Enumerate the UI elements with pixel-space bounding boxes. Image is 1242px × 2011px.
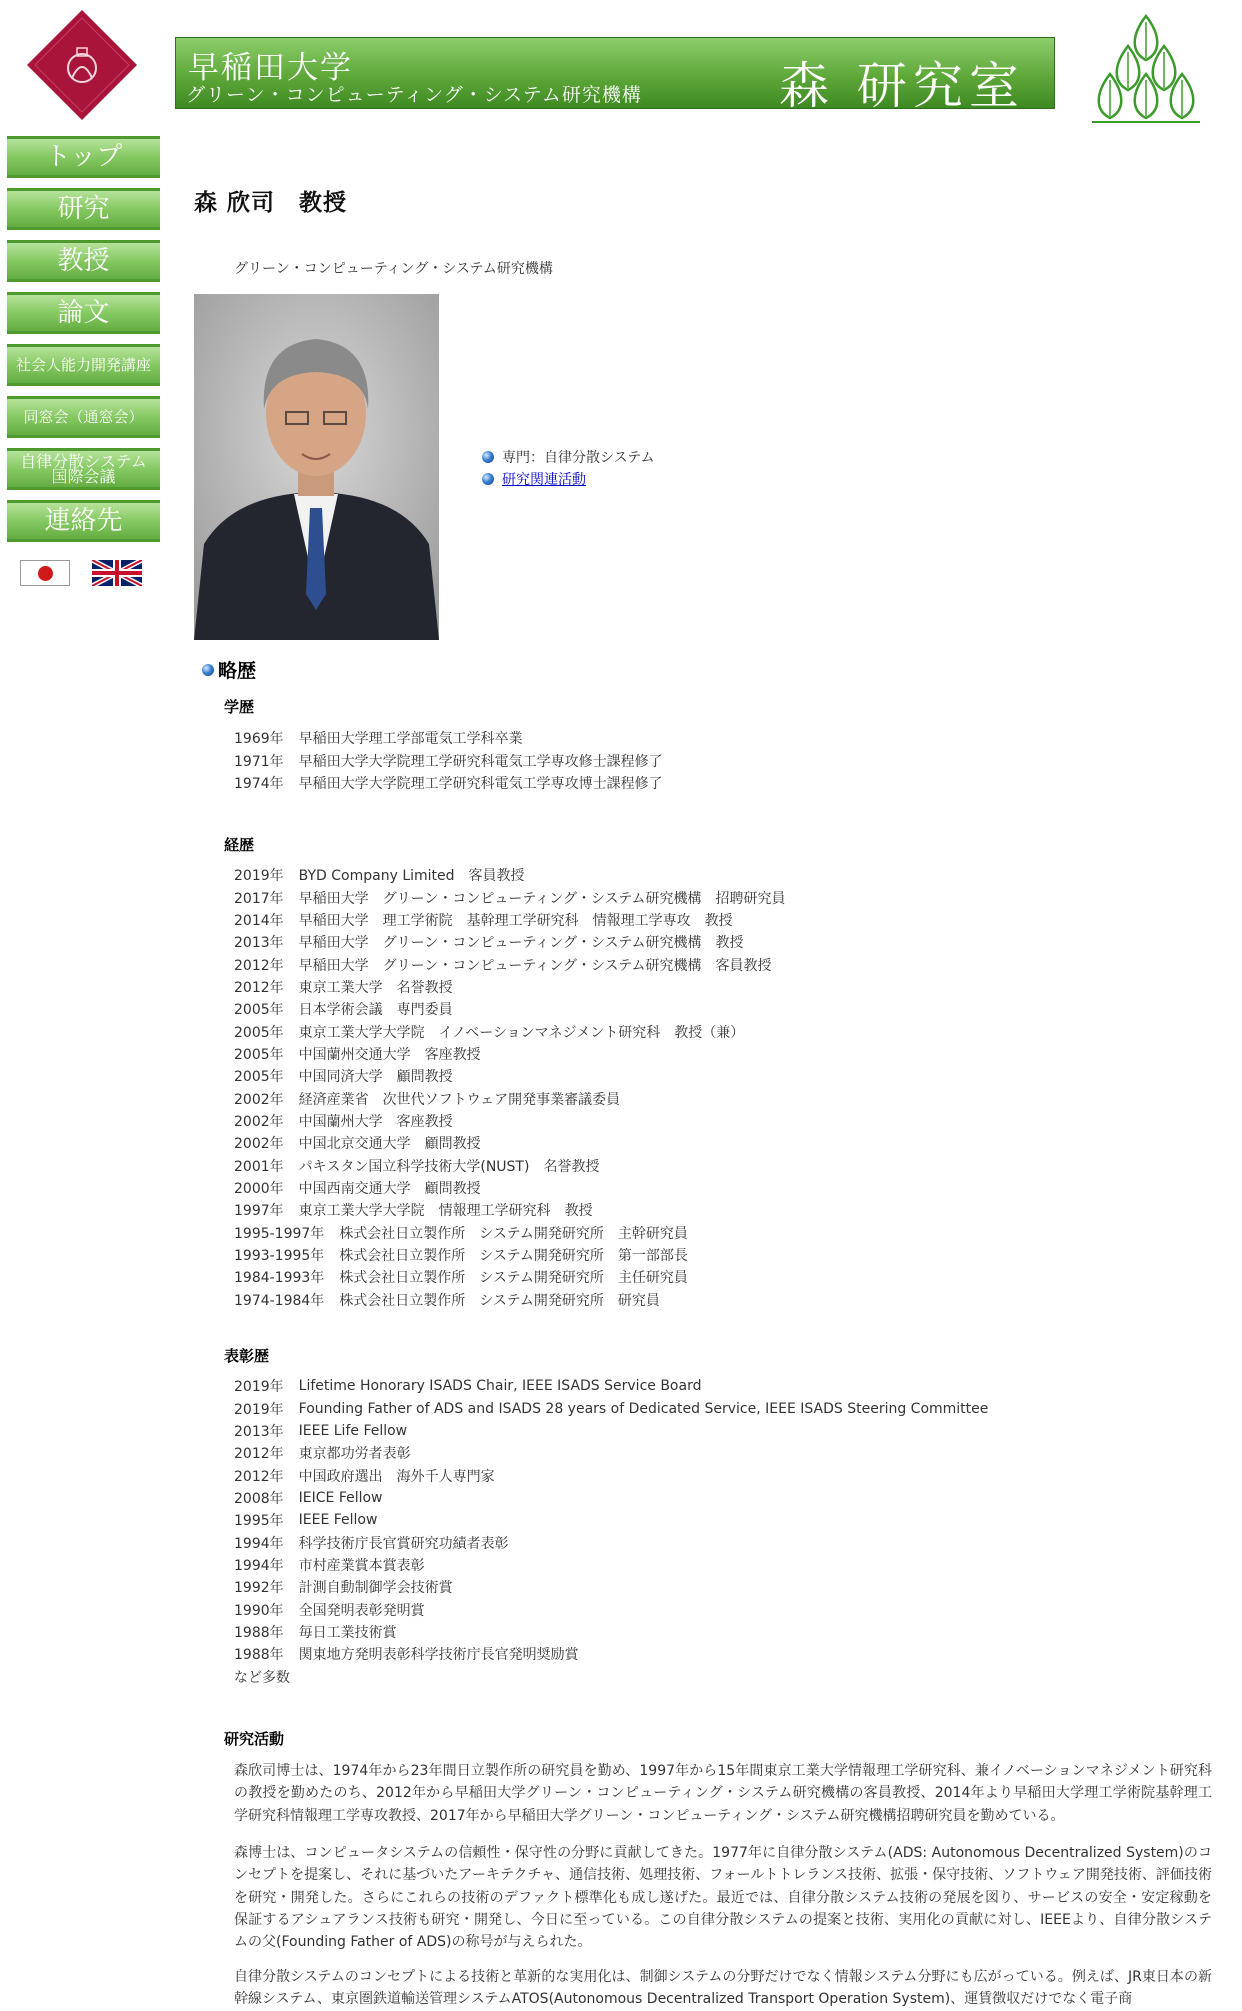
list-item (234, 976, 786, 998)
header-banner[interactable] (175, 37, 1055, 115)
tree-logo-icon[interactable] (1088, 12, 1204, 126)
list-item-text: IEEE Fellow (298, 1512, 378, 1529)
list-item-year: 2005年 (234, 1002, 284, 1019)
list-item-text: 中国北京交通大学 顧問教授 (298, 1136, 481, 1153)
list-item-year: 2001年 (234, 1158, 284, 1175)
list-item-year: 1971年 (234, 753, 284, 770)
list-item-year: 1984-1993年 (234, 1270, 325, 1287)
nav-papers-button[interactable]: 論文 (7, 292, 160, 334)
list-item-text: 東京工業大学大学院 情報理工学研究科 教授 (298, 1203, 593, 1220)
list-item-text: 株式会社日立製作所 システム開発研究所 主幹研究員 (339, 1225, 688, 1242)
nav-alumni-button[interactable]: 同窓会（通窓会） (7, 396, 160, 438)
research-paragraph-3: 自律分散システムのコンセプトによる技術と革新的な実用化は、制御システムの分野だけでなく情報システム分野にも広がっている。例えば、JR東日本の新幹線システム、東京圏鉄道輸送管理システムATOS(Autonomous Decentralized Transport Operation System)、運賃徴収だけでなく電子商 (234, 1969, 1212, 2008)
list-item-year: 1995年 (234, 1513, 284, 1530)
list-item (234, 1043, 786, 1065)
list-item-text: 科学技術庁長官賞研究功績者表彰 (298, 1535, 509, 1552)
specialty-text: 専門：自律分散システム (502, 450, 655, 466)
list-item (234, 998, 786, 1020)
list-item-year: 1990年 (234, 1602, 284, 1619)
list-item-year: 1988年 (234, 1647, 284, 1664)
list-item-year: 2000年 (234, 1180, 284, 1197)
list-item (234, 1420, 988, 1442)
list-item (234, 1177, 786, 1199)
research-heading: 研究活動 (224, 1730, 285, 1748)
uk-flag-icon[interactable] (92, 560, 142, 586)
list-item-text: Lifetime Honorary ISADS Chair, IEEE ISADS Service Board (298, 1378, 702, 1395)
list-item-text: 中国同済大学 顧問教授 (298, 1069, 453, 1086)
japanese-flag-icon[interactable] (20, 560, 70, 586)
list-item (234, 1199, 786, 1221)
list-item-text: 株式会社日立製作所 システム開発研究所 第一部部長 (339, 1248, 688, 1265)
university-name: 早稲田大学 (188, 50, 353, 86)
career-heading: 経歴 (224, 836, 255, 854)
nav-research-button[interactable]: 研究 (7, 188, 160, 230)
list-item-year: 1992年 (234, 1580, 284, 1597)
list-item-year: 2012年 (234, 957, 284, 974)
list-item (234, 1154, 786, 1176)
list-item-text: 日本学術会議 専門委員 (298, 1002, 453, 1019)
list-item (234, 772, 663, 794)
list-item (234, 1621, 988, 1643)
list-item-year: 2002年 (234, 1091, 284, 1108)
list-item-year: 2012年 (234, 979, 284, 996)
list-item (234, 1531, 988, 1553)
list-item (234, 1110, 786, 1132)
nav-professional-course-button[interactable]: 社会人能力開発講座 (7, 344, 160, 386)
list-item-text: BYD Company Limited 客員教授 (298, 868, 525, 885)
list-item (234, 1375, 988, 1397)
list-item (234, 1487, 988, 1509)
professor-portrait (194, 294, 439, 640)
education-list (234, 727, 663, 794)
list-item (234, 1643, 988, 1665)
list-item-text: 中国政府選出 海外千人専門家 (298, 1468, 495, 1485)
list-item-text: 早稲田大学理工学部電気工学科卒業 (298, 731, 523, 748)
list-item-year: 1969年 (234, 731, 284, 748)
list-item-year: 1994年 (234, 1535, 284, 1552)
list-item-year: 2019年 (234, 1401, 284, 1418)
biography-heading-text: 略歴 (218, 660, 257, 682)
list-item (234, 1442, 988, 1464)
list-item (234, 1509, 988, 1531)
list-item-year: 1974-1984年 (234, 1292, 325, 1309)
list-item (234, 749, 663, 771)
list-item-text: 東京工業大学 名誉教授 (298, 979, 453, 996)
language-switcher (20, 560, 145, 586)
sidebar-nav (7, 136, 160, 552)
list-item-year: 2019年 (234, 1379, 284, 1396)
awards-list (234, 1375, 988, 1688)
organization-name: グリーン・コンピューティング・システム研究機構 (186, 84, 642, 106)
profile-links (482, 446, 655, 490)
biography-heading (202, 656, 256, 683)
list-item-year: 1993-1995年 (234, 1248, 325, 1265)
nav-isads-label-line1: 自律分散システム (20, 452, 147, 471)
list-item (234, 1266, 786, 1288)
globe-bullet-icon (482, 473, 494, 485)
list-item (234, 1554, 988, 1576)
list-item-year: 2005年 (234, 1069, 284, 1086)
list-item-text: 東京工業大学大学院 イノベーションマネジメント研究科 教授（兼） (298, 1024, 745, 1041)
list-more-text: など多数 (234, 1669, 290, 1686)
list-item-text: 株式会社日立製作所 システム開発研究所 研究員 (339, 1292, 660, 1309)
list-item-year: 1974年 (234, 775, 284, 792)
list-item (234, 1289, 786, 1311)
research-link-row (482, 468, 655, 490)
list-item-text: 早稲田大学 グリーン・コンピューティング・システム研究機構 教授 (298, 935, 744, 952)
list-item (234, 1244, 786, 1266)
research-paragraph-1: 森欣司博士は、1974年から23年間日立製作所の研究員を勤め、1997年から15年間東京工業大学情報理工学研究科、兼イノベーションマネジメント研究科の教授を勤めたのち、2012年から早稲田大学グリーン・コンピューティング・システム研究機構の客員教授、2014年より早稲田大学理工学術院基幹理工学研究科情報理工学専攻教授、2017年から早稲田大学グリーン・コンピューティング・システム研究機構招聘研究員を勤めている。 (234, 1763, 1212, 1824)
list-item-year: 2014年 (234, 912, 284, 929)
list-item (234, 1397, 988, 1419)
list-item-year: 2012年 (234, 1446, 284, 1463)
list-item-text: 関東地方発明表彰科学技術庁長官発明奨励賞 (298, 1647, 579, 1664)
research-paragraph-2: 森博士は、コンピュータシステムの信頼性・保守性の分野に貢献してきた。1977年に自律分散システム(ADS: Autonomous Decentralized System)のコンセプトを提案し、それに基づいたアーキテクチャ、通信技術、処理技術、フォールトトレランス技術、拡張・保守技術、ソフトウェア開発技術、評価技術を研究・開発した。さらにこれらの技術のデファクト標準化も成し遂げた。最近では、自律分散システム技術の発展を図り、サービスの安全・安定稼動を保証するアシュアランス技術も研究・開発し、今日に至っている。この自律分散システムの提案と技術、実用化の貢献に対し、IEEEより、自律分散システムの父(Founding Father of ADS)の称号が与えられた。 (234, 1845, 1212, 1951)
affiliation: グリーン・コンピューティング・システム研究機構 (234, 261, 553, 277)
list-item-text: 中国西南交通大学 顧問教授 (298, 1180, 481, 1197)
list-item (234, 909, 786, 931)
list-item (234, 1598, 988, 1620)
list-item-year: 2002年 (234, 1113, 284, 1130)
list-item-text: 計測自動制御学会技術賞 (298, 1580, 453, 1597)
list-item-text: 早稲田大学大学院理工学研究科電気工学専攻修士課程修了 (298, 753, 663, 770)
list-item-year: 1995-1997年 (234, 1225, 325, 1242)
list-item-text: 毎日工業技術賞 (298, 1624, 397, 1641)
list-item (234, 1132, 786, 1154)
list-item-year: 2013年 (234, 935, 284, 952)
list-item-text: IEICE Fellow (298, 1489, 383, 1506)
globe-bullet-icon (202, 664, 214, 676)
university-emblem-icon[interactable] (25, 8, 139, 122)
list-item (234, 886, 786, 908)
specialty-row (482, 446, 655, 468)
list-item-text: 全国発明表彰発明賞 (298, 1602, 425, 1619)
list-item-year: 2013年 (234, 1423, 284, 1440)
globe-bullet-icon (482, 451, 494, 463)
page-title: 森 欣司 教授 (194, 190, 348, 216)
list-item-text: Founding Father of ADS and ISADS 28 years of Dedicated Service, IEEE ISADS Steering Committee (298, 1400, 989, 1417)
research-activities-link[interactable]: 研究関連活動 (502, 472, 586, 488)
list-item-year: 2017年 (234, 890, 284, 907)
list-item-year: 2012年 (234, 1468, 284, 1485)
list-item-text: 東京都功労者表彰 (298, 1446, 411, 1463)
list-item-year: 2005年 (234, 1046, 284, 1063)
list-item-year: 2019年 (234, 868, 284, 885)
list-item (234, 1087, 786, 1109)
awards-heading: 表彰歴 (224, 1347, 270, 1365)
list-item-text: 経済産業省 次世代ソフトウェア開発事業審議委員 (298, 1091, 621, 1108)
list-item (234, 1576, 988, 1598)
list-item (234, 1222, 786, 1244)
list-item (234, 1020, 786, 1042)
list-item-year: 1988年 (234, 1624, 284, 1641)
career-list (234, 864, 786, 1311)
nav-isads-button[interactable] (7, 448, 160, 490)
list-item (234, 864, 786, 886)
list-item-year: 2005年 (234, 1024, 284, 1041)
list-item (234, 931, 786, 953)
list-item-text: 早稲田大学大学院理工学研究科電気工学専攻博士課程修了 (298, 775, 663, 792)
list-item-text: 早稲田大学 理工学術院 基幹理工学研究科 情報理工学専攻 教授 (298, 912, 733, 929)
list-item-text: 株式会社日立製作所 システム開発研究所 主任研究員 (339, 1270, 688, 1287)
list-item (234, 727, 663, 749)
list-item-text: 中国蘭州大学 客座教授 (298, 1113, 453, 1130)
nav-top-button[interactable]: トップ (7, 136, 160, 178)
list-item-text: パキスタン国立科学技術大学(NUST) 名誉教授 (298, 1158, 600, 1175)
list-item-text: IEEE Life Fellow (298, 1422, 408, 1439)
list-item-text: 早稲田大学 グリーン・コンピューティング・システム研究機構 招聘研究員 (298, 890, 786, 907)
list-item-text: 市村産業賞本賞表彰 (298, 1557, 425, 1574)
list-item-year: 2002年 (234, 1136, 284, 1153)
lab-name: 森 研究室 (779, 57, 1025, 115)
education-heading: 学歴 (224, 698, 255, 716)
list-item-year: 2008年 (234, 1490, 284, 1507)
list-item-year: 1994年 (234, 1557, 284, 1574)
nav-contact-button[interactable]: 連絡先 (7, 500, 160, 542)
list-item-text: 早稲田大学 グリーン・コンピューティング・システム研究機構 客員教授 (298, 957, 772, 974)
list-item (234, 1065, 786, 1087)
list-item-year: 1997年 (234, 1203, 284, 1220)
list-item (234, 953, 786, 975)
nav-professor-button[interactable]: 教授 (7, 240, 160, 282)
nav-isads-label-line2: 国際会議 (51, 467, 116, 486)
list-item-text: 中国蘭州交通大学 客座教授 (298, 1046, 481, 1063)
list-item (234, 1464, 988, 1486)
